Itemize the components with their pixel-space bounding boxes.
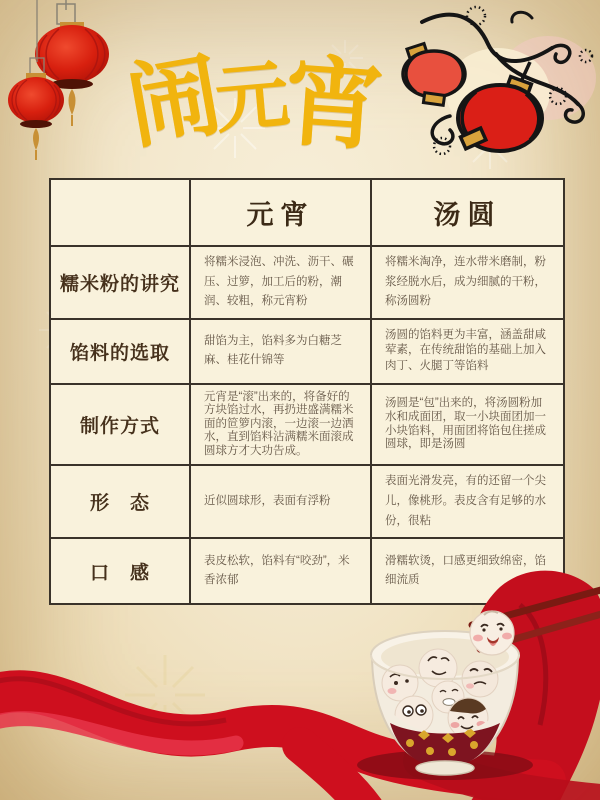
- page-title: [100, 26, 410, 166]
- corner-cell: [50, 179, 190, 246]
- row-label: 馅料的选取: [50, 319, 190, 384]
- cell-tangyuan: 将糯米淘净，连水带米磨制，粉浆经脱水后，成为细腻的干粉，称汤圆粉: [371, 246, 564, 319]
- comparison-table: [49, 178, 565, 605]
- header-row: [50, 179, 564, 246]
- title-char: 宵: [280, 45, 387, 163]
- title-char: 元: [211, 52, 293, 143]
- row-label: 制作方式: [50, 384, 190, 466]
- cell-tangyuan: 汤圆的馅料更为丰富，涵盖甜咸荤素，在传统甜馅的基础上加入肉丁、火腿丁等馅料: [371, 319, 564, 384]
- cell-tangyuan: 汤圆是“包”出来的，将汤圆粉加水和成面团，取一小块面团加一小块馅料，用面团将馅包住搓成圆球，即是汤圆: [371, 384, 564, 466]
- cell-yuanxiao: 表皮松软，馅料有“咬劲”，米香浓郁: [190, 538, 371, 604]
- column-header-tangyuan: 汤圆: [371, 179, 564, 246]
- table-row-shape: [50, 465, 564, 538]
- row-label: 形 态: [50, 465, 190, 538]
- ribbon-bowl-illustration: [0, 565, 600, 800]
- lantern-doodle-icon: [380, 0, 600, 170]
- red-lantern-icon: [0, 0, 135, 170]
- row-label: 口 感: [50, 538, 190, 604]
- column-header-yuanxiao: 元宵: [190, 179, 371, 246]
- row-label: 糯米粉的讲究: [50, 246, 190, 319]
- lantern-small: [8, 0, 64, 160]
- tangyuan-ball: [462, 661, 498, 697]
- title-char: 闹: [119, 43, 229, 161]
- table-row-flour: [50, 246, 564, 319]
- cell-tangyuan: 滑糯软烫，口感更细致绵密，馅细流质: [371, 538, 564, 604]
- cell-yuanxiao: 将糯米浸泡、冲洗、沥干、碾压、过箩，加工后的粉，潮润、较粗，称元宵粉: [190, 246, 371, 319]
- cell-yuanxiao: 元宵是“滚”出来的，将备好的方块馅过水，再扔进盛满糯米面的笸箩内滚，一边滚一边洒水，直到馅料沾满糯米面滚成圆球方才大功告成。: [190, 384, 371, 466]
- cell-yuanxiao: 近似圆球形，表面有浮粉: [190, 465, 371, 538]
- cell-tangyuan: 表面光滑发亮，有的还留一个尖儿，像桃形。表皮含有足够的水份，很粘: [371, 465, 564, 538]
- cell-yuanxiao: 甜馅为主，馅料多为白糖芝麻、桂花什锦等: [190, 319, 371, 384]
- table-row-method: [50, 384, 564, 466]
- tangyuan-ball-held: [470, 611, 514, 655]
- table-row-filling: [50, 319, 564, 384]
